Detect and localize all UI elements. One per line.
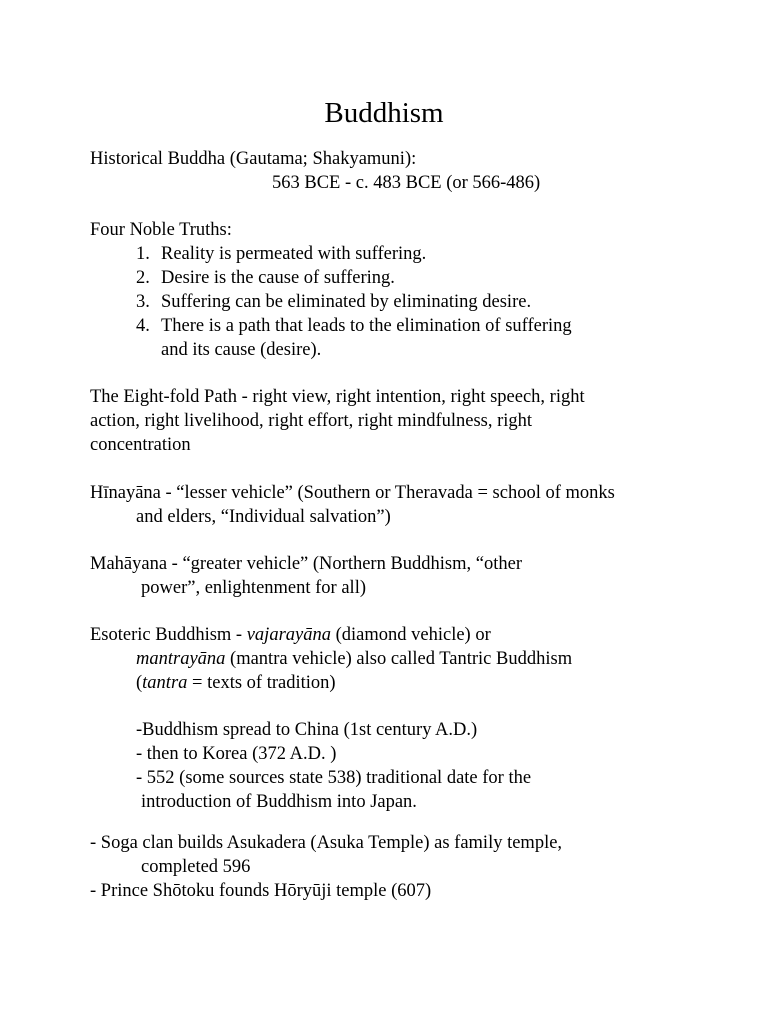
item-number: 2.	[136, 268, 150, 288]
eightfold-path-line: action, right livelihood, right effort, right mindfulness, right	[90, 411, 533, 431]
esoteric-line	[136, 671, 336, 695]
item-text: There is a path that leads to the elimination of suffering	[161, 316, 572, 336]
item-text: Desire is the cause of suffering.	[161, 268, 395, 288]
esoteric-label: Esoteric Buddhism -	[90, 625, 247, 645]
spread-line: introduction of Buddhism into Japan.	[141, 792, 417, 812]
esoteric-text: = texts of tradition)	[187, 673, 336, 693]
page-title: Buddhism	[324, 97, 444, 129]
noble-truth-item	[136, 242, 426, 266]
shotoku-line: - Prince Shōtoku founds Hōryūji temple (607)	[90, 881, 432, 901]
eightfold-path-line: The Eight-fold Path - right view, right intention, right speech, right	[90, 387, 585, 407]
soga-line: - Soga clan builds Asukadera (Asuka Temple) as family temple,	[90, 833, 563, 853]
mahayana-line: power”, enlightenment for all)	[141, 578, 366, 598]
noble-truth-item	[136, 266, 395, 290]
esoteric-line	[136, 647, 572, 671]
spread-line: -Buddhism spread to China (1st century A.D.)	[136, 720, 478, 740]
esoteric-text: (mantra vehicle) also called Tantric Buddhism	[225, 649, 573, 669]
mantrayana-term: mantrayāna	[136, 649, 226, 669]
hinayana-line: and elders, “Individual salvation”)	[136, 507, 391, 527]
esoteric-line	[90, 623, 491, 647]
vajarayana-term: vajarayāna	[246, 625, 331, 645]
noble-truth-item-continuation: and its cause (desire).	[161, 340, 322, 360]
esoteric-text: (	[136, 673, 143, 693]
item-text: Suffering can be eliminated by eliminating desire.	[161, 292, 532, 312]
hinayana-line: Hīnayāna - “lesser vehicle” (Southern or Theravada = school of monks	[90, 483, 615, 503]
spread-line: - then to Korea (372 A.D. )	[136, 744, 337, 764]
tantra-term: tantra	[142, 673, 188, 693]
item-number: 4.	[136, 316, 150, 336]
esoteric-text: (diamond vehicle) or	[330, 625, 491, 645]
item-text: Reality is permeated with suffering.	[161, 244, 427, 264]
noble-truth-item	[136, 314, 572, 338]
item-number: 3.	[136, 292, 150, 312]
soga-line: completed 596	[141, 857, 251, 877]
item-number: 1.	[136, 244, 150, 264]
noble-truths-heading: Four Noble Truths:	[90, 220, 232, 240]
mahayana-line: Mahāyana - “greater vehicle” (Northern Buddhism, “other	[90, 554, 522, 574]
noble-truth-item	[136, 290, 531, 314]
spread-line: - 552 (some sources state 538) traditional date for the	[136, 768, 532, 788]
historical-dates-line: 563 BCE - c. 483 BCE (or 566-486)	[272, 173, 541, 193]
historical-buddha-line: Historical Buddha (Gautama; Shakyamuni):	[90, 149, 417, 169]
eightfold-path-line: concentration	[90, 435, 191, 455]
